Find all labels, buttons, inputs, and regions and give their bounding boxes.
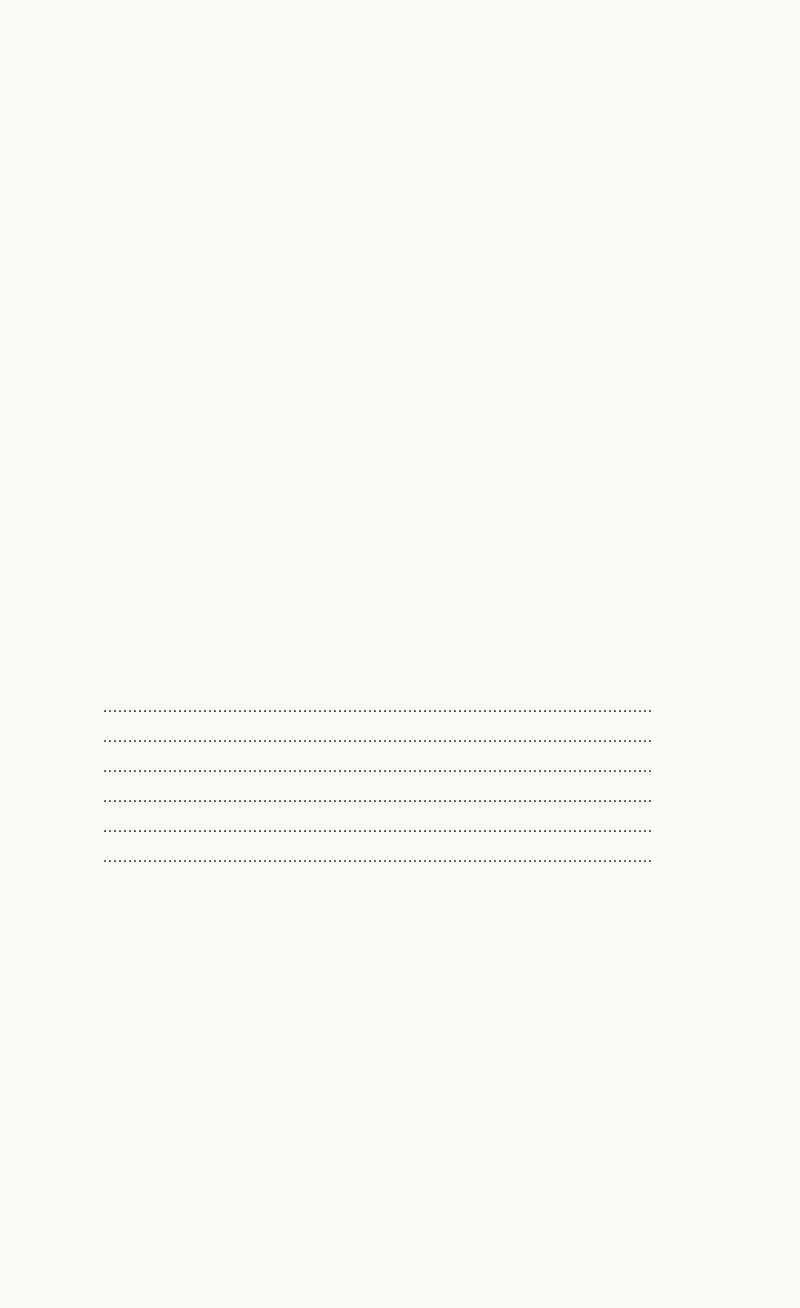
table-row bbox=[97, 699, 707, 729]
leader-dots: .............................................................................................................. bbox=[103, 699, 653, 716]
table-row bbox=[97, 759, 707, 789]
leader-dots: .............................................................................................................. bbox=[103, 789, 653, 806]
table-row bbox=[97, 789, 707, 819]
leader-dots: .............................................................................................................. bbox=[103, 759, 653, 776]
leader-dots: .............................................................................................................. bbox=[103, 819, 653, 836]
table-row bbox=[97, 819, 707, 849]
table-row bbox=[97, 849, 707, 879]
table-row bbox=[97, 729, 707, 759]
leader-dots: .............................................................................................................. bbox=[103, 849, 653, 866]
leader-dots: .............................................................................................................. bbox=[103, 729, 653, 746]
